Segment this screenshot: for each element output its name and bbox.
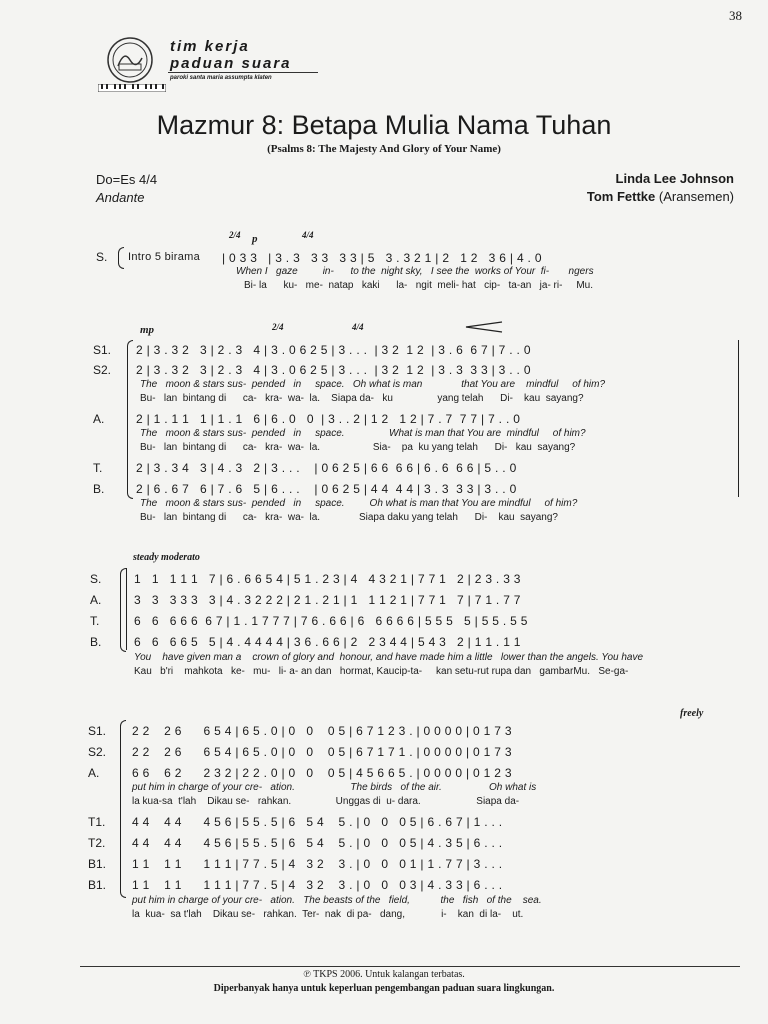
meter-change-1: 2/4 — [229, 230, 241, 240]
a-notes: 3 3 3 3 3 3 | 4 . 3 2 2 2 | 2 1 . 2 1 | 1 1 1 2 1 | 7 7 1 7 | 7 1 . 7 7 — [134, 593, 521, 607]
t-notes: 6 6 6 6 6 6 7 | 1 . 1 7 7 7 | 7 6 . 6 6 | 6 6 6 6 6 | 5 5 5 5 | 5 5 . 5 5 — [134, 614, 528, 628]
voice-label-b1: B1. — [88, 857, 107, 871]
meter-change-2: 4/4 — [302, 230, 314, 240]
voice-label-s1: S1. — [93, 343, 112, 357]
tempo-steady-moderato: steady moderato — [133, 552, 200, 563]
composer: Linda Lee Johnson — [615, 171, 734, 186]
lyrics-id: Bi- la ku- me- natap kaki la- ngit meli- hat cip- ta-an ja- ri- Mu. — [244, 280, 593, 291]
s-notes: 1 1 1 1 1 7 | 6 . 6 6 5 4 | 5 1 . 2 3 | 4 4 3 2 1 | 7 7 1 2 | 2 3 . 3 3 — [134, 572, 521, 586]
lyrics-tb-id: Bu- lan bintang di ca- kra- wa- la. Siapa daku yang telah Di- kau sayang? — [140, 512, 558, 523]
logo-line1: tim kerja — [170, 38, 250, 55]
lyrics-en: You have given man a crown of glory and honour, and have made him a little lower than the angels. You have — [134, 652, 644, 663]
choir-logo-icon — [104, 36, 156, 84]
logo-line2: paduan suara — [170, 55, 292, 72]
voice-label-s: S. — [96, 250, 108, 264]
voice-label-a: A. — [88, 766, 100, 780]
lyrics-id: Kau b'ri mahkota ke- mu- li- a- an dan hormat, Kaucip-ta- kan setu-rut rupa dan gambarMu. Se-ga- — [134, 666, 629, 677]
piano-keys-icon — [98, 84, 166, 92]
voice-label-a: A. — [90, 593, 102, 607]
logo-rule — [168, 72, 318, 73]
key-signature: Do=Es 4/4 — [96, 172, 158, 187]
voice-label-t: T. — [93, 461, 103, 475]
footer-copyright: ℗ TKPS 2006. Untuk kalangan terbatas. — [303, 969, 465, 980]
system2-endbar — [738, 340, 739, 497]
dynamic-p: p — [252, 233, 258, 245]
dynamic-mp: mp — [140, 324, 155, 336]
arranger-role: (Aransemen) — [655, 189, 734, 204]
voice-label-t1: T1. — [88, 815, 106, 829]
voice-label-s1: S1. — [88, 724, 107, 738]
crescendo-icon — [464, 320, 504, 334]
voice-label-s2: S2. — [93, 363, 112, 377]
lyrics-a-id: la kua-sa t'lah Dikau se- rahkan. Unggas di u- dara. Siapa da- — [132, 796, 520, 807]
meter-change-4: 4/4 — [352, 322, 364, 332]
a-notes: 6 6 6 2 2 3 2 | 2 2 . 0 | 0 0 0 5 | 4 5 6 6 5 . | 0 0 0 0 | 0 1 2 3 — [132, 766, 512, 780]
voice-label-b: B. — [90, 635, 102, 649]
s2-notes: 2 2 2 6 6 5 4 | 6 5 . 0 | 0 0 0 5 | 6 7 1 7 1 . | 0 0 0 0 | 0 1 7 3 — [132, 745, 512, 759]
tempo-marking: Andante — [96, 190, 145, 205]
t1-notes: 4 4 4 4 4 5 6 | 5 5 . 5 | 6 5 4 5 . | 0 0 0 5 | 6 . 6 7 | 1 . . . — [132, 815, 503, 829]
t2-notes: 4 4 4 4 4 5 6 | 5 5 . 5 | 6 5 4 5 . | 0 0 0 5 | 4 . 3 5 | 6 . . . — [132, 836, 503, 850]
b2-notes: 1 1 1 1 1 1 1 | 7 7 . 5 | 4 3 2 3 . | 0 0 0 3 | 4 . 3 3 | 6 . . . — [132, 878, 503, 892]
lyrics-tb-id: la kua- sa t'lah Dikau se- rahkan. Ter- nak di pa- dang, i- kan di la- ut. — [132, 909, 524, 920]
lyrics-tb-en: put him in charge of your cre- ation. The beasts of the field, the fish of the sea. — [132, 895, 542, 906]
page-number: 38 — [729, 8, 742, 23]
system4-brace — [120, 720, 126, 898]
voice-label-a: A. — [93, 412, 105, 426]
b-notes: 6 6 6 6 5 5 | 4 . 4 4 4 4 | 3 6 . 6 6 | 2 2 3 4 4 | 5 4 3 2 | 1 1 . 1 1 — [134, 635, 521, 649]
lyrics-tb-en: The moon & stars sus- pended in space. Oh what is man that You are mindful of him? — [140, 498, 578, 509]
b1-notes: 1 1 1 1 1 1 1 | 7 7 . 5 | 4 3 2 3 . | 0 0 0 1 | 1 . 7 7 | 3 . . . — [132, 857, 503, 871]
lyrics-s-en: The moon & stars sus- pended in space. Oh what is man that You are mindful of him? — [140, 379, 606, 390]
s-notes: | 0 3 3 | 3 . 3 3 3 3 3 | 5 3 . 3 2 1 | 2 1 2 3 6 | 4 . 0 — [222, 251, 542, 265]
lyrics-a-en: put him in charge of your cre- ation. The birds of the air. Oh what is — [132, 782, 537, 793]
t-notes: 2 | 3 . 3 4 3 | 4 . 3 2 | 3 . . . | 0 6 2 5 | 6 6 6 6 | 6 . 6 6 6 | 5 . . 0 — [136, 461, 517, 475]
arranger-name: Tom Fettke — [586, 189, 656, 204]
intro-label: Intro 5 birama — [128, 251, 201, 263]
system1-brace — [118, 247, 124, 269]
meter-change-3: 2/4 — [272, 322, 284, 332]
voice-label-s2: S2. — [88, 745, 107, 759]
voice-label-t: T. — [90, 614, 100, 628]
voice-label-b: B. — [93, 482, 105, 496]
b-notes: 2 | 6 . 6 7 6 | 7 . 6 5 | 6 . . . | 0 6 2 5 | 4 4 4 4 | 3 . 3 3 3 | 3 . . 0 — [136, 482, 517, 496]
s1-notes: 2 2 2 6 6 5 4 | 6 5 . 0 | 0 0 0 5 | 6 7 1 2 3 . | 0 0 0 0 | 0 1 7 3 — [132, 724, 512, 738]
footer-note: Diperbanyak hanya untuk keperluan pengembangan paduan suara lingkungan. — [213, 983, 555, 994]
tempo-freely: freely — [680, 708, 704, 719]
a-notes: 2 | 1 . 1 1 1 | 1 . 1 6 | 6 . 0 0 | 3 . . 2 | 1 2 1 2 | 7 . 7 7 7 | 7 . . 0 — [136, 412, 521, 426]
song-title: Mazmur 8: Betapa Mulia Nama Tuhan — [156, 110, 612, 140]
system2-brace — [127, 340, 133, 499]
s1-notes: 2 | 3 . 3 2 3 | 2 . 3 4 | 3 . 0 6 2 5 | 3 . . . | 3 2 1 2 | 3 . 6 6 7 | 7 . . 0 — [136, 343, 531, 357]
logo-subline: paroki santa maria assumpta klaten — [170, 75, 272, 81]
lyrics-s-id: Bu- lan bintang di ca- kra- wa- la. Siapa da- ku yang telah Di- kau sayang? — [140, 393, 584, 404]
s2-notes: 2 | 3 . 3 2 3 | 2 . 3 4 | 3 . 0 6 2 5 | 3 . . . | 3 2 1 2 | 3 . 3 3 3 | 3 . . 0 — [136, 363, 531, 377]
voice-label-s: S. — [90, 572, 102, 586]
voice-label-t2: T2. — [88, 836, 106, 850]
voice-label-b2: B1. — [88, 878, 107, 892]
song-subtitle: (Psalms 8: The Majesty And Glory of Your Name) — [267, 143, 501, 155]
lyrics-a-en: The moon & stars sus- pended in space. What is man that You are mindful of him? — [140, 428, 586, 439]
arranger — [587, 189, 734, 204]
footer-rule — [80, 966, 740, 967]
system3-startbar — [126, 568, 127, 650]
lyrics-en: When I gaze in- to the night sky, I see the works of Your fi- ngers — [236, 266, 594, 277]
lyrics-a-id: Bu- lan bintang di ca- kra- wa- la. Sia- pa ku yang telah Di- kau sayang? — [140, 442, 576, 453]
